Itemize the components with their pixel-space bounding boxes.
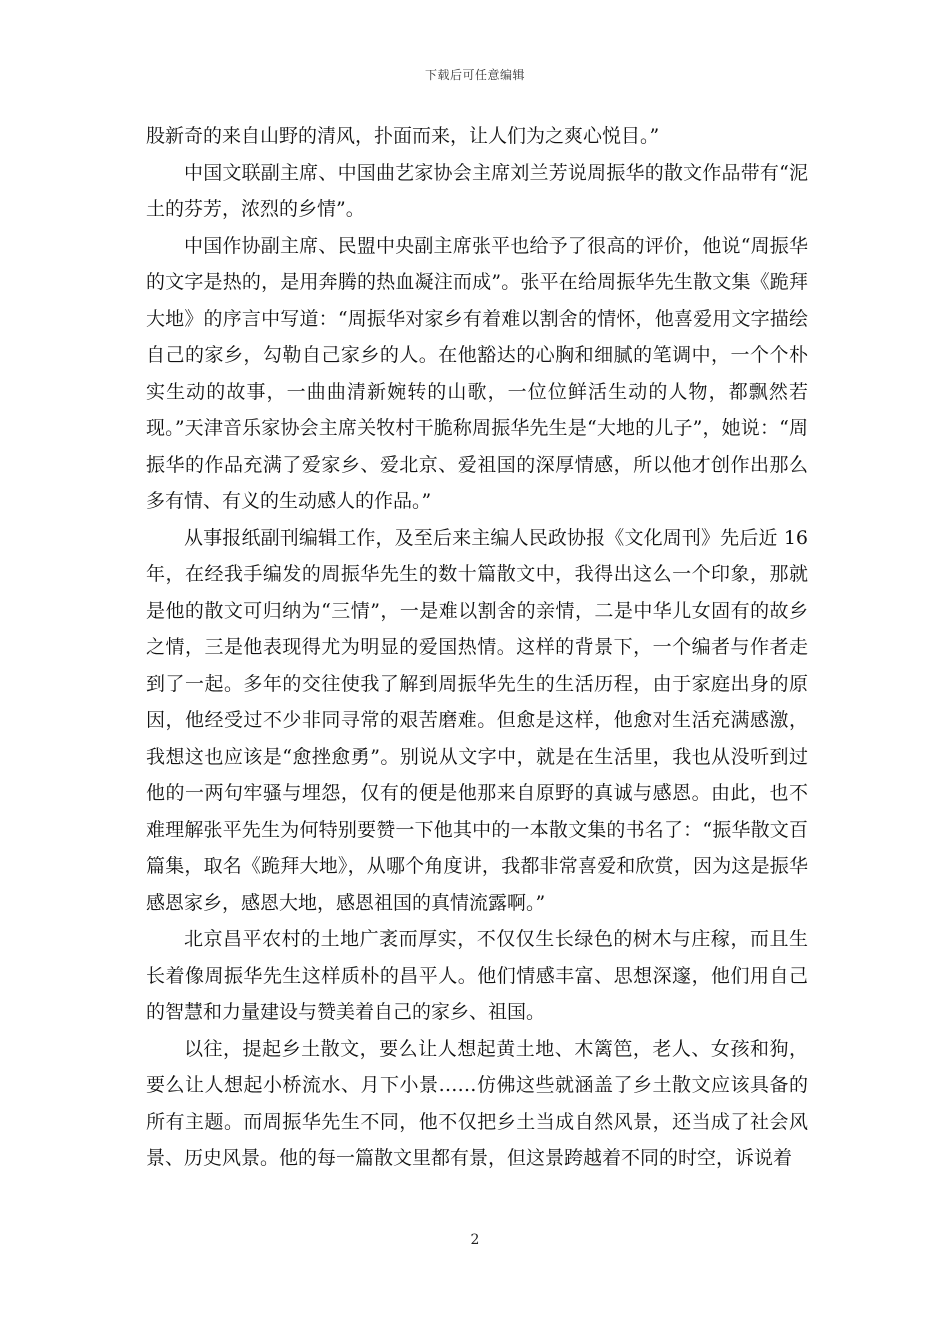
paragraph: 中国作协副主席、民盟中央副主席张平也给予了很高的评价，他说“周振华的文字是热的，是用奔腾的热血凝注而成”。张平在给周振华先生散文集《跪拜大地》的序言中写道：“周振华对家乡有着难以割舍的情怀，他喜爱用文字描绘自己的家乡，勾勒自己家乡的人。在他豁达的心胸和细腻的笔调中，一个个朴实生动的故事，一曲曲清新婉转的山歌，一位位鲜活生动的人物，都飘然若现。”天津音乐家协会主席关牧村干脆称周振华先生是“大地的儿子”，她说：“周振华的作品充满了爱家乡、爱北京、爱祖国的深厚情感，所以他才创作出那么多有情、有义的生动感人的作品。” xyxy=(146,234,808,512)
paragraph: 从事报纸副刊编辑工作，及至后来主编人民政协报《文化周刊》先后近 16 年，在经我手编发的周振华先生的数十篇散文中，我得出这么一个印象，那就是他的散文可归纳为“三情”，一是难以割舍的亲情，二是中华儿女固有的故乡之情，三是他表现得尤为明显的爱国热情。这样的背景下，一个编者与作者走到了一起。多年的交往使我了解到周振华先生的生活历程，由于家庭出身的原因，他经受过不少非同寻常的艰苦磨难。但愈是这样，他愈对生活充满感激，我想这也应该是“愈挫愈勇”。别说从文字中，就是在生活里，我也从没听到过他的一两句牢骚与埋怨，仅有的便是他那来自原野的真诚与感恩。由此，也不难理解张平先生为何特别要赞一下他其中的一本散文集的书名了：“振华散文百篇集，取名《跪拜大地》，从哪个角度讲，我都非常喜爱和欣赏，因为这是振华感恩家乡，感恩大地，感恩祖国的真情流露啊。” xyxy=(146,526,808,914)
page-number: 2 xyxy=(470,1232,480,1248)
paragraph: 中国文联副主席、中国曲艺家协会主席刘兰芳说周振华的散文作品带有“泥土的芬芳，浓烈的乡情”。 xyxy=(146,161,808,220)
paragraph: 股新奇的来自山野的清风，扑面而来，让人们为之爽心悦目。” xyxy=(146,125,660,147)
paragraph: 北京昌平农村的土地广袤而厚实，不仅仅生长绿色的树木与庄稼，而且生长着像周振华先生这样质朴的昌平人。他们情感丰富、思想深邃，他们用自己的智慧和力量建设与赞美着自己的家乡、祖国。 xyxy=(146,928,808,1023)
paragraph: 以往，提起乡土散文，要么让人想起黄土地、木篱笆，老人、女孩和狗，要么让人想起小桥流水、月下小景……仿佛这些就涵盖了乡土散文应该具备的所有主题。而周振华先生不同，他不仅把乡土当成自然风景，还当成了社会风景、历史风景。他的每一篇散文里都有景，但这景跨越着不同的时空，诉说着 xyxy=(146,1037,808,1169)
document-body xyxy=(146,118,808,1177)
page-header: 下载后可任意编辑 xyxy=(424,68,525,82)
